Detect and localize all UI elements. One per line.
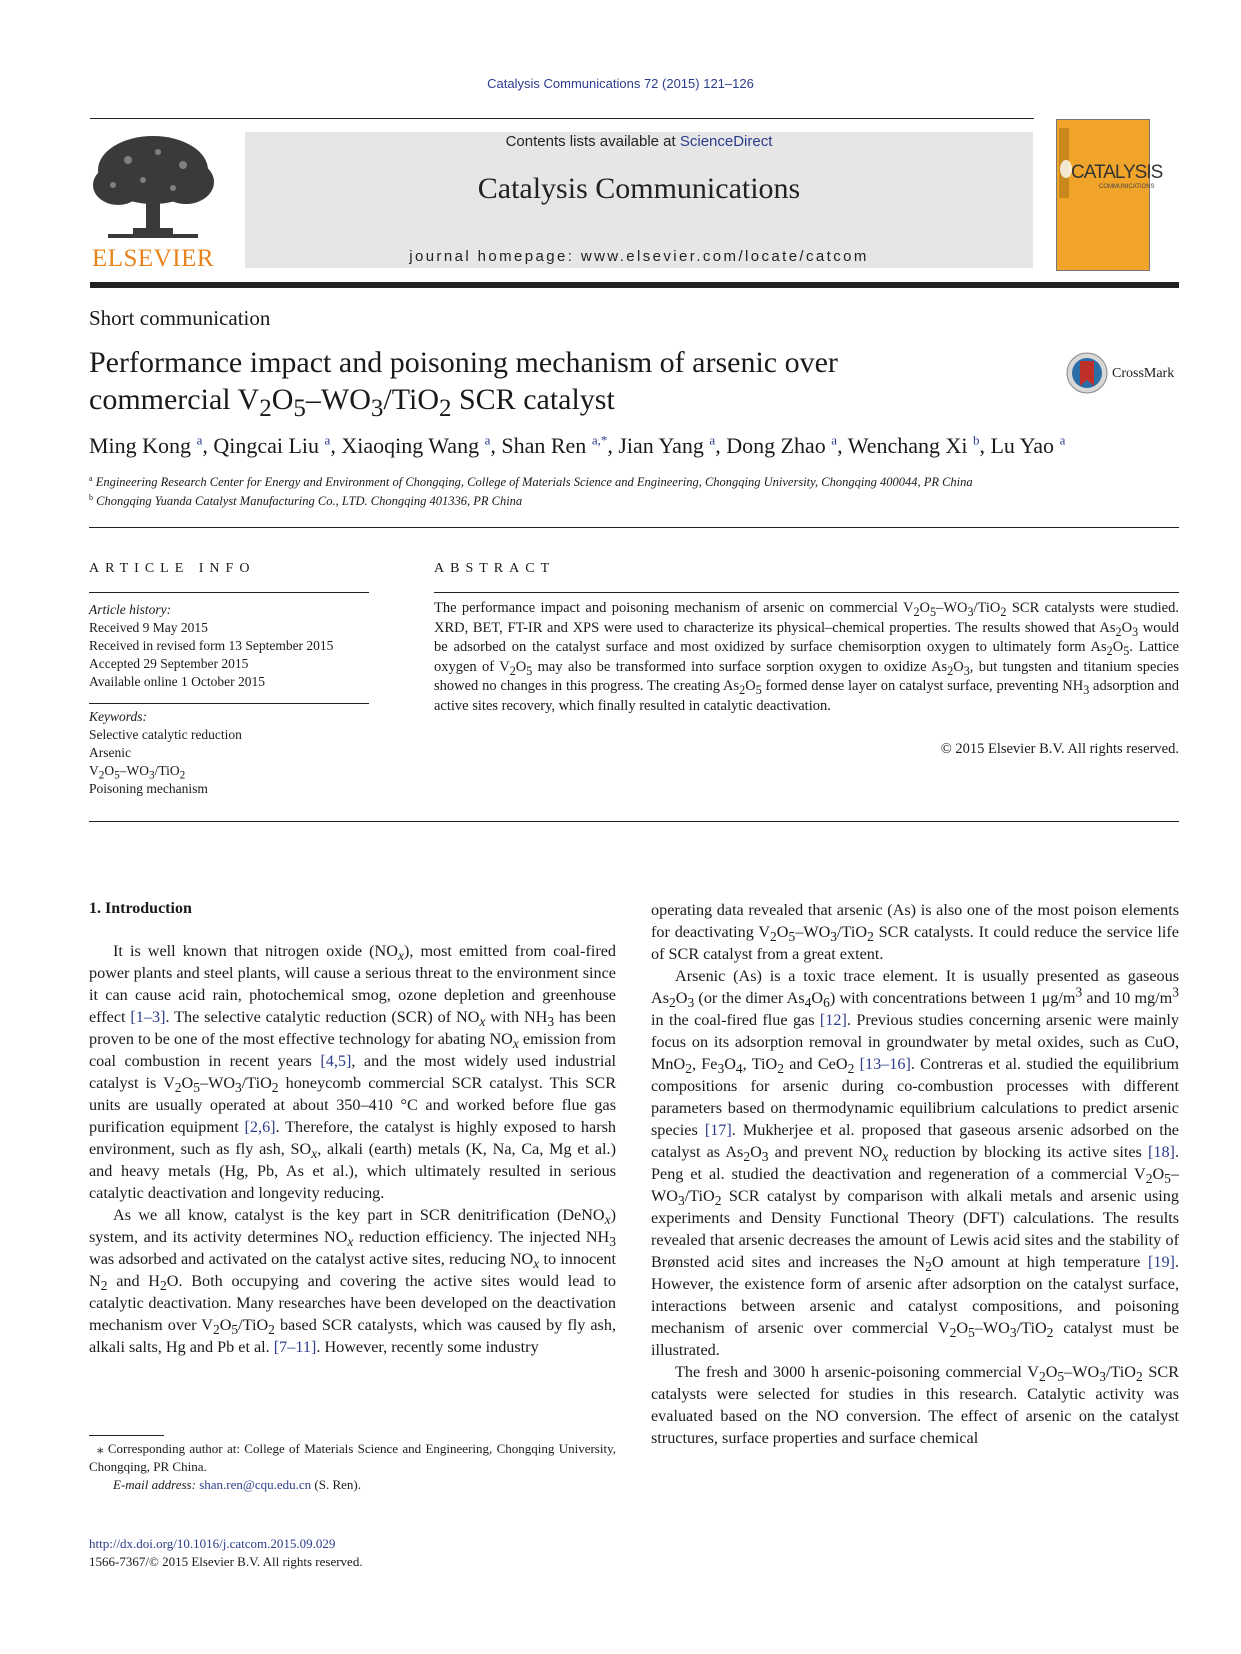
article-type: Short communication	[89, 306, 271, 330]
divider	[89, 703, 369, 704]
author[interactable]: Lu Yao	[990, 433, 1055, 458]
title-line-2-prefix: commercial V	[89, 383, 260, 416]
citation-link[interactable]: [13–16]	[859, 1055, 911, 1073]
keyword: $V_2O_5-WO_3/TiO_2$	[89, 763, 186, 782]
introduction-heading: 1. Introduction	[89, 900, 192, 917]
body-column-right	[651, 899, 1179, 1449]
title-line-2: commercial $V_2O_5-WO_3/TiO_2$ SCR catalyst	[89, 383, 615, 422]
affiliation-text: Engineering Research Center for Energy and Environment of Chongqing, College of Materials Science and Engineering, Chongqing University, Chongqing 400044, PR China	[95, 475, 973, 489]
email-link[interactable]: shan.ren@cqu.edu.cn	[199, 1477, 312, 1492]
author-affiliation-mark[interactable]: a,*	[591, 432, 608, 448]
affiliation-mark: b	[89, 492, 93, 502]
online-date: Available online 1 October 2015	[89, 674, 265, 689]
author[interactable]: Xiaoqing Wang	[341, 433, 480, 458]
author-affiliation-mark[interactable]: a	[709, 432, 716, 448]
paragraph: As we all know, catalyst is the key part in SCR denitrification (DeNO$_x$) system, and its activity determines $NO_x$ reduction efficiency. The injected $NH_3$ was adsorbed and activated on the catalyst active sites, reducing $NO_x$ to innocent $N_2$ and $H_2O$. Both occupying and covering the active sites would lead to catalytic deactivation. Many researches have been developed on the deactivation mechanism over $V_2O_5/TiO_2$ based SCR catalysts, which was caused by fly ash, alkali salts, Hg and Pb et al. [7–11]. However, recently some industry	[89, 1206, 617, 1356]
keyword: Selective catalytic reduction	[89, 727, 242, 742]
crossmark-label[interactable]: CrossMark	[1112, 366, 1175, 381]
author[interactable]: Ming Kong	[89, 433, 192, 458]
author-list: Ming Kong $^a$, Qingcai Liu $^a$, Xiaoqing Wang $^a$, Shan Ren $^{a,*}$, Jian Yang $^a$, Dong Zhao $^a$, Wenchang Xi $^b$, Lu Yao $^a$	[89, 432, 1066, 458]
affiliation-mark: a	[89, 473, 93, 483]
divider	[434, 592, 1179, 593]
paragraph: It is well known that nitrogen oxide $(NO_x)$, most emitted from coal-fired power plants and steel plants, will cause a serious threat to the environment since it can cause acid rain, photochemical smog, ozone depletion and greenhouse effect [1–3]. The selective catalytic reduction (SCR) of $NO_x$ with $NH_3$ has been proven to be one of the most effective technology for abating $NO_x$ emission from coal combustion in recent years [4,5], and the most widely used industrial catalyst is $V_2O_5-WO_3/TiO_2$ honeycomb commercial SCR catalyst. This SCR units are usually operated at about 350–410 °C and worked before flue gas purification equipment [2,6]. Therefore, the catalyst is highly exposed to harsh environment, such as fly ash, $SO_x$, alkali (earth) metals (K, Na, Ca, Mg et al.) and heavy metals (Hg, Pb, As et al.), which ultimately resulted in serious catalytic deactivation and longevity reducing.	[89, 942, 617, 1202]
affiliation-text: Chongqing Yuanda Catalyst Manufacturing Co., LTD. Chongqing 401336, PR China	[96, 494, 523, 508]
accepted-date: Accepted 29 September 2015	[89, 656, 249, 671]
email-suffix: (S. Ren).	[311, 1477, 361, 1492]
article-history	[89, 601, 369, 691]
body-column-left	[89, 940, 616, 1358]
sciencedirect-link[interactable]: ScienceDirect	[679, 133, 773, 150]
author-affiliation-mark[interactable]: b	[972, 432, 980, 448]
author-affiliation-mark[interactable]: a	[1059, 432, 1066, 448]
header-thick-rule	[90, 282, 1179, 288]
crossmark-icon[interactable]	[1066, 352, 1108, 394]
divider	[89, 527, 1179, 528]
doi-link[interactable]: http://dx.doi.org/10.1016/j.catcom.2015.09.029	[89, 1536, 336, 1551]
paragraph: operating data revealed that arsenic (As) is also one of the most poison elements for deactivating $V_2O_5-WO_3/TiO_2$ SCR catalysts. It could reduce the service life of SCR catalyst from a great extent.	[651, 901, 1179, 963]
title-line-2-suffix: SCR catalyst	[451, 383, 615, 416]
corresponding-text: Corresponding author at: College of Materials Science and Engineering, Chongqing University, Chongqing, PR China.	[89, 1441, 616, 1474]
issn-copyright: 1566-7367/© 2015 Elsevier B.V. All rights reserved.	[89, 1554, 363, 1569]
article-title	[89, 344, 989, 422]
journal-name: Catalysis Communications	[477, 172, 801, 205]
corresponding-note: ⁎ Corresponding author at: College of Materials Science and Engineering, Chongqing University, Chongqing, PR China.	[89, 1441, 616, 1474]
keywords	[89, 708, 369, 798]
paragraph: The fresh and 3000 h arsenic-poisoning commercial $V_2O_5-WO_3/TiO_2$ SCR catalysts were selected for studies in this research. Catalytic activity was evaluated based on the NO conversion. The effect of arsenic on the catalyst structures, surface properties and surface chemical	[651, 1363, 1179, 1447]
revised-date: Received in revised form 13 September 2015	[89, 638, 334, 653]
citation-link[interactable]: [19]	[1147, 1253, 1175, 1271]
citation-link[interactable]: [18]	[1147, 1143, 1175, 1161]
citation-link[interactable]: [4,5]	[320, 1052, 352, 1070]
abstract-text: The performance impact and poisoning mechanism of arsenic on commercial $V_2O_5-WO_3/TiO_2$ SCR catalysts were studied. XRD, BET, FT-IR and XPS were used to characterize its physical–chemical properties. The results showed that $As_2O_3$ would be adsorbed on the catalyst surface and most oxidized by surface chemisorption oxygen to ultimately form $As_2O_5$. Lattice oxygen of $V_2O_5$ may also be transformed into surface sorption oxygen to oxidize $As_2O_3$, but tungsten and titanium species showed no changes in this progress. The creating $As_2O_5$ formed dense layer on catalyst surface, preventing $NH_3$ adsorption and active sites recovery, which finally resulted in catalytic deactivation.	[434, 600, 1180, 714]
abstract-copyright: © 2015 Elsevier B.V. All rights reserved.	[940, 741, 1179, 757]
contents-line	[245, 133, 1033, 150]
email-label: E-mail address:	[113, 1477, 196, 1492]
keyword: Poisoning mechanism	[89, 781, 208, 796]
corresponding-author-footnote	[89, 1440, 616, 1494]
citation-link[interactable]: [2,6]	[244, 1118, 276, 1136]
author[interactable]: Jian Yang	[618, 433, 704, 458]
title-line-1: Performance impact and poisoning mechanism of arsenic over	[89, 346, 838, 379]
author[interactable]: Wenchang Xi	[847, 433, 968, 458]
citation-link[interactable]: [1–3]	[130, 1008, 166, 1026]
author[interactable]: Dong Zhao	[726, 433, 826, 458]
author-affiliation-mark[interactable]: a	[484, 432, 491, 448]
author-affiliation-mark[interactable]: a	[831, 432, 838, 448]
citation-link[interactable]: [17]	[704, 1121, 732, 1139]
citation-link[interactable]: [12]	[819, 1011, 847, 1029]
citation-link[interactable]: [7–11]	[273, 1338, 317, 1356]
journal-cover-thumbnail[interactable]	[1056, 119, 1163, 271]
received-date: Received 9 May 2015	[89, 620, 208, 635]
keyword: Arsenic	[89, 745, 131, 760]
cover-title: CATALYSIS	[1071, 162, 1163, 183]
header-top-rule	[90, 118, 1034, 119]
article-info-heading: ARTICLE INFO	[89, 561, 256, 576]
history-label: Article history:	[89, 602, 172, 617]
keywords-label: Keywords:	[89, 709, 147, 724]
author-affiliation-mark[interactable]: a	[324, 432, 331, 448]
divider	[89, 821, 1179, 822]
author-affiliation-mark[interactable]: a	[196, 432, 203, 448]
paragraph: Arsenic (As) is a toxic trace element. It is usually presented as gaseous $As_2O_3$ (or the dimer $As_4O_6$) with concentrations between 1 $\mu g/m^3$ and 10 $mg/m^3$ in the coal-fired flue gas [12]. Previous studies concerning arsenic were mainly focus on its adsorption removal in groundwater by metal oxides, such as CuO, MnO$_2$, $Fe_3O_4$, TiO$_2$ and CeO$_2$ [13–16]. Contreras et al. studied the equilibrium compositions for arsenic during co-combustion processes with different parameters based on thermodynamic equilibrium calculations to predict arsenic species [17]. Mukherjee et al. proposed that gaseous arsenic adsorbed on the catalyst as $As_2O_3$ and prevent $NO_x$ reduction by blocking its active sites [18]. Peng et al. studied the deactivation and regeneration of a commercial $V_2O_5-WO_3/TiO_2$ SCR catalyst by comparison with alkali metals and arsenic using experiments and Density Functional Theory (DFT) calculations. The results revealed that arsenic decreases the amount of Lewis acid sites and the stability of Brønsted acid sites and increases the $N_2O$ amount at high temperature [19]. However, the existence form of arsenic after adsorption on the catalyst surface, interactions between arsenic and catalyst compositions, and poisoning mechanism of arsenic over commercial $V_2O_5-WO_3/TiO_2$ catalyst must be illustrated.	[651, 967, 1179, 1359]
footnote-rule	[89, 1435, 164, 1436]
journal-homepage-link[interactable]: journal homepage: www.elsevier.com/locate/catcom	[409, 248, 869, 265]
abstract-heading: ABSTRACT	[434, 561, 556, 576]
elsevier-wordmark[interactable]: ELSEVIER	[91, 245, 215, 272]
affiliation-a	[89, 475, 973, 490]
email-line	[89, 1476, 616, 1494]
author[interactable]: Shan Ren	[501, 433, 587, 458]
cover-subtitle: COMMUNICATIONS	[1099, 184, 1155, 190]
divider	[89, 592, 369, 593]
journal-reference[interactable]: Catalysis Communications 72 (2015) 121–126	[487, 76, 754, 91]
author[interactable]: Qingcai Liu	[213, 433, 320, 458]
affiliation-b	[89, 494, 522, 509]
contents-prefix: Contents lists available at	[505, 133, 680, 150]
